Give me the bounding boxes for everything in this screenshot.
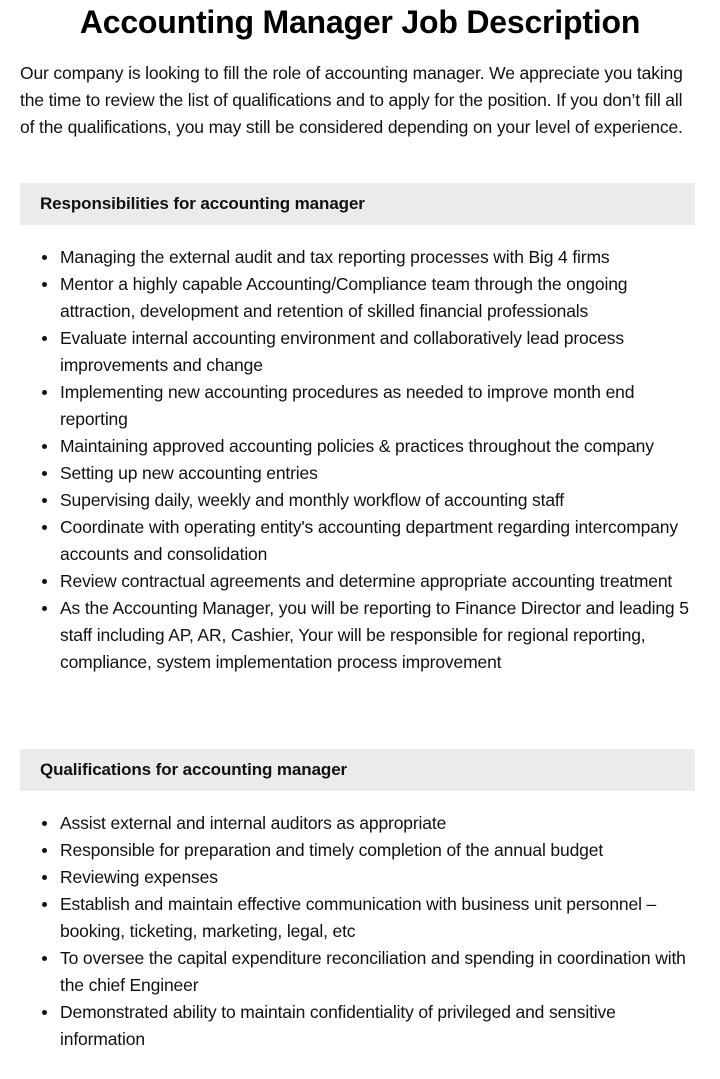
list-item: [20, 325, 700, 379]
list-item: [20, 945, 700, 999]
bullet-icon: [42, 1010, 47, 1015]
qualifications-heading: Qualifications for accounting manager: [20, 749, 695, 791]
bullet-icon: [42, 902, 47, 907]
list-item-text: Managing the external audit and tax reporting processes with Big 4 firms: [60, 247, 610, 267]
page-title: Accounting Manager Job Description: [79, 4, 641, 40]
bullet-icon: [42, 498, 47, 503]
bullet-icon: [42, 471, 47, 476]
responsibilities-heading: Responsibilities for accounting manager: [20, 183, 695, 225]
list-item: [20, 487, 700, 514]
list-item-text: Coordinate with operating entity's accounting department regarding intercompany accounts and consolidation: [60, 517, 678, 564]
bullet-icon: [42, 606, 47, 611]
list-item-text: Demonstrated ability to maintain confidentiality of privileged and sensitive information: [60, 1002, 616, 1049]
list-item: [20, 568, 700, 595]
list-item-text: Responsible for preparation and timely completion of the annual budget: [60, 840, 604, 860]
list-item-text: Maintaining approved accounting policies & practices throughout the company: [60, 436, 654, 456]
bullet-icon: [42, 390, 47, 395]
bullet-icon: [42, 282, 47, 287]
list-item: [20, 460, 700, 487]
list-item-text: To oversee the capital expenditure reconciliation and spending in coordination with the chief Engineer: [60, 948, 686, 995]
bullet-icon: [42, 525, 47, 530]
list-item-text: Reviewing expenses: [60, 867, 218, 887]
list-item: [20, 837, 700, 864]
list-item: [20, 595, 700, 676]
list-item: [20, 379, 700, 433]
list-item: [20, 433, 700, 460]
list-item-text: Assist external and internal auditors as appropriate: [60, 813, 447, 833]
bullet-icon: [42, 875, 47, 880]
bullet-icon: [42, 956, 47, 961]
bullet-icon: [42, 255, 47, 260]
list-item-text: Mentor a highly capable Accounting/Compliance team through the ongoing attraction, development and retention of skilled financial professionals: [60, 274, 628, 321]
list-item-text: Implementing new accounting procedures as needed to improve month end reporting: [60, 382, 635, 429]
list-item: [20, 999, 700, 1053]
responsibilities-list: [20, 244, 700, 676]
list-item-text: Establish and maintain effective communication with business unit personnel – booking, ticketing, marketing, legal, etc: [60, 894, 657, 941]
list-item-text: Setting up new accounting entries: [60, 463, 318, 483]
intro-paragraph: Our company is looking to fill the role of accounting manager. We appreciate you taking the time to review the list of qualifications and to apply for the position. If you don’t fill all of the qualifications, you may still be considered depending on your level of experience.: [20, 63, 683, 137]
list-item: [20, 514, 700, 568]
list-item: [20, 891, 700, 945]
bullet-icon: [42, 579, 47, 584]
bullet-icon: [42, 821, 47, 826]
list-item-text: Evaluate internal accounting environment and collaboratively lead process improvements and change: [60, 328, 624, 375]
bullet-icon: [42, 444, 47, 449]
list-item: [20, 244, 700, 271]
list-item-text: As the Accounting Manager, you will be reporting to Finance Director and leading 5 staff including AP, AR, Cashier, Your will be responsible for regional reporting, compliance, system implementation process improvement: [60, 598, 689, 672]
list-item: [20, 271, 700, 325]
bullet-icon: [42, 336, 47, 341]
list-item-text: Review contractual agreements and determine appropriate accounting treatment: [60, 571, 673, 591]
qualifications-list: [20, 810, 700, 1053]
bullet-icon: [42, 848, 47, 853]
list-item: [20, 864, 700, 891]
list-item: [20, 810, 700, 837]
list-item-text: Supervising daily, weekly and monthly workflow of accounting staff: [60, 490, 565, 510]
